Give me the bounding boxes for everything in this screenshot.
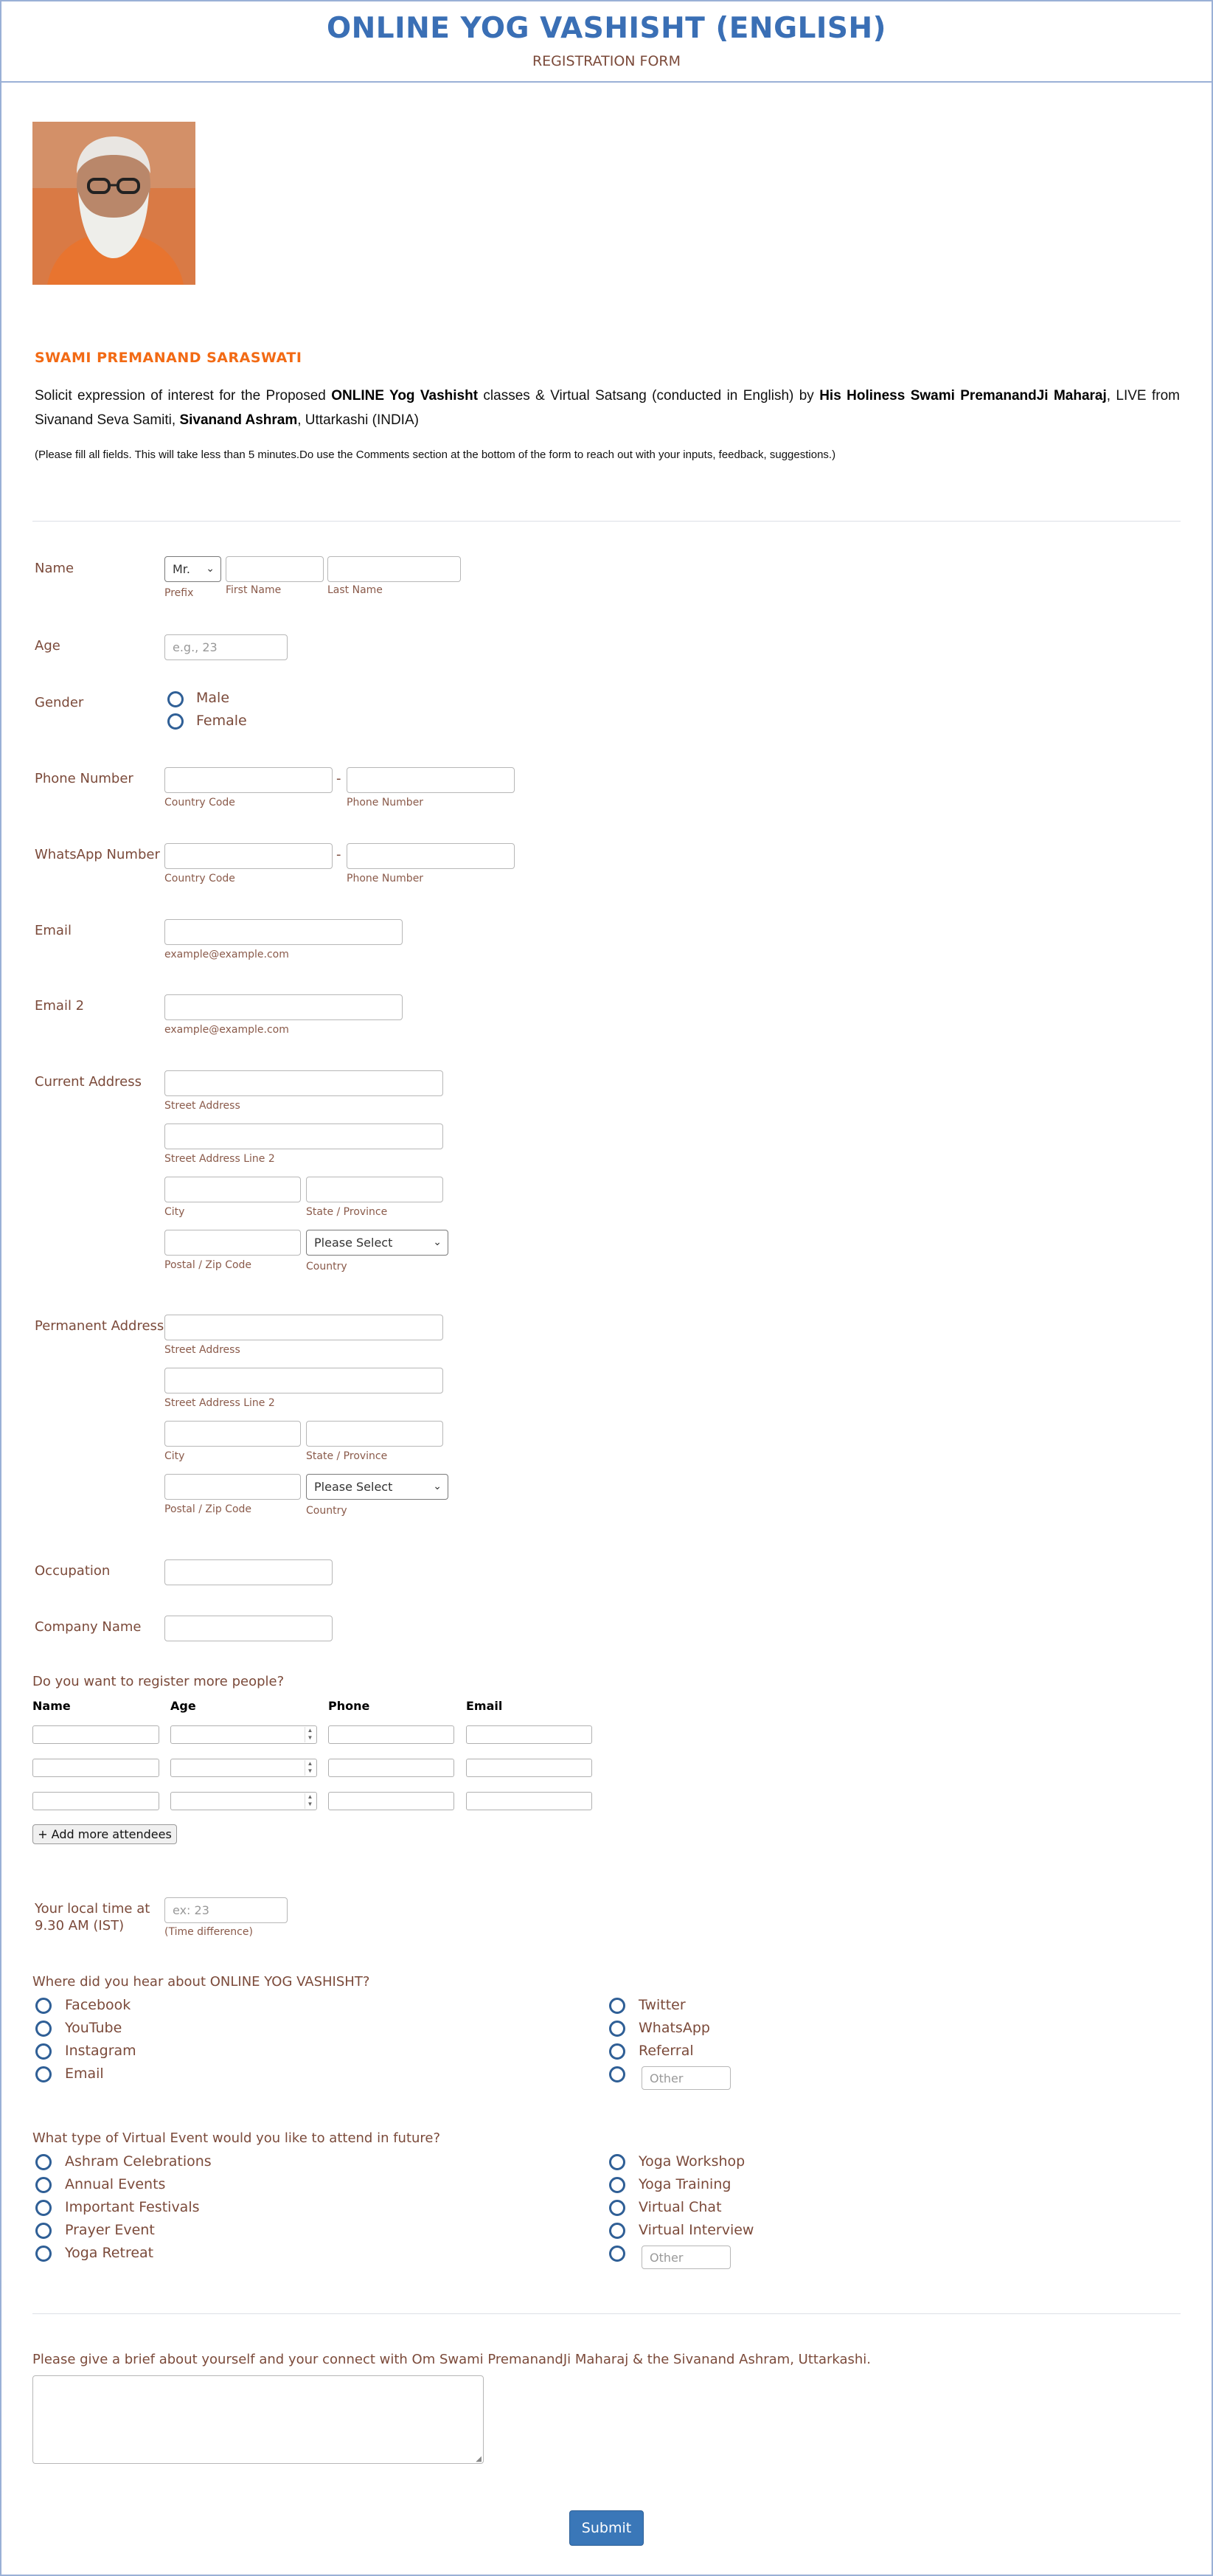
last-name-input[interactable] [327,556,461,582]
phone-country-code-input[interactable] [164,767,333,793]
prefix-select[interactable] [164,556,221,582]
hear-other-input[interactable]: Other [642,2066,731,2090]
phone-number-sublabel: Phone Number [347,797,424,809]
hear-referral-label: Referral [639,2043,694,2059]
prefix-sublabel: Prefix [164,587,194,599]
email-hint: example@example.com [164,949,289,960]
event-annual-events-radio[interactable] [35,2177,52,2193]
email2-input[interactable] [164,994,403,1020]
local-time-label-line1: Your local time at [35,1901,150,1917]
current-street2-sublabel: Street Address Line 2 [164,1153,275,1165]
phone-country-sublabel: Country Code [164,797,235,809]
intro-text-2: classes & Virtual Satsang (conducted in English) by [478,388,820,404]
event-important-festivals-label: Important Festivals [65,2199,200,2215]
event-yoga-retreat-label: Yoga Retreat [65,2245,154,2261]
age-input[interactable]: e.g., 23 [164,634,288,660]
email2-hint: example@example.com [164,1024,289,1036]
whatsapp-country-code-input[interactable] [164,843,333,869]
phone-label: Phone Number [35,771,133,786]
event-virtual-interview-radio[interactable] [609,2223,625,2239]
current-city-input[interactable] [164,1177,301,1202]
attendee-1-phone-input[interactable] [328,1725,454,1744]
hear-instagram-label: Instagram [65,2043,136,2059]
intro-bold-3: Sivanand Ashram [179,412,298,428]
hear-other-radio[interactable] [609,2066,625,2082]
event-yoga-training-label: Yoga Training [639,2176,731,2192]
prefix-value: Mr. [173,562,190,576]
attendee-1-name-input[interactable] [32,1725,159,1744]
current-state-sublabel: State / Province [306,1206,388,1218]
email-label: Email [35,923,72,938]
last-name-sublabel: Last Name [327,584,383,596]
email2-label: Email 2 [35,998,85,1014]
event-prayer-event-radio[interactable] [35,2223,52,2239]
hear-facebook-label: Facebook [65,1997,131,2013]
attendee-3-name-input[interactable] [32,1792,159,1810]
phone-number-input[interactable] [347,767,515,793]
attendee-2-age-input[interactable] [170,1759,317,1777]
company-input[interactable] [164,1616,333,1641]
attendee-3-age-input[interactable] [170,1792,317,1810]
submit-button[interactable]: Submit [569,2510,644,2546]
event-other-radio[interactable] [609,2246,625,2262]
local-time-label-line2: 9.30 AM (IST) [35,1918,125,1933]
email-input[interactable] [164,919,403,945]
current-city-sublabel: City [164,1206,185,1218]
hear-email-radio[interactable] [35,2066,52,2082]
hear-twitter-radio[interactable] [609,1998,625,2014]
intro-text-3: , LIVE from Sivanand Seva Samiti, [35,388,1180,428]
swami-photo [32,122,195,285]
permanent-zip-input[interactable] [164,1474,301,1500]
add-attendees-button[interactable]: + Add more attendees [32,1824,177,1844]
name-label: Name [35,561,74,576]
gender-female-radio[interactable] [167,713,184,730]
stepper-icon[interactable]: ▲ ▼ [305,1727,315,1742]
permanent-zip-sublabel: Postal / Zip Code [164,1503,252,1515]
swami-name: SWAMI PREMANAND SARASWATI [35,350,302,366]
event-prayer-event-label: Prayer Event [65,2222,155,2238]
permanent-country-value: Please Select [314,1480,393,1494]
attendee-3-email-input[interactable] [466,1792,592,1810]
about-textarea[interactable] [32,2375,484,2464]
attendees-col-name: Name [32,1699,71,1713]
event-annual-events-label: Annual Events [65,2176,166,2192]
permanent-state-input[interactable] [306,1421,443,1447]
whatsapp-number-input[interactable] [347,843,515,869]
attendees-col-age: Age [170,1699,196,1713]
current-zip-sublabel: Postal / Zip Code [164,1259,252,1271]
occupation-input[interactable] [164,1559,333,1585]
permanent-street2-sublabel: Street Address Line 2 [164,1397,275,1409]
hear-facebook-radio[interactable] [35,1998,52,2014]
intro-text-4: , Uttarkashi (INDIA) [297,412,419,428]
current-street-sublabel: Street Address [164,1100,240,1112]
permanent-street-sublabel: Street Address [164,1344,240,1356]
event-other-input[interactable]: Other [642,2246,731,2269]
section-divider [32,2313,1181,2314]
hear-whatsapp-radio[interactable] [609,2021,625,2037]
local-time-label [35,1900,150,1934]
intro-bold-2: His Holiness Swami PremanandJi Maharaj [819,388,1107,404]
event-type-question: What type of Virtual Event would you like to attend in future? [32,2130,441,2146]
event-virtual-chat-radio[interactable] [609,2200,625,2216]
attendee-1-age-input[interactable] [170,1725,317,1744]
about-question: Please give a brief about yourself and your connect with Om Swami PremanandJi Maharaj & the Sivanand Ashram, Uttarkashi. [32,2352,872,2367]
permanent-city-input[interactable] [164,1421,301,1447]
gender-male-radio[interactable] [167,691,184,707]
attendees-col-phone: Phone [328,1699,370,1713]
intro-note: (Please fill all fields. This will take less than 5 minutes.Do use the Comments section at the bottom of the form to reach out with your inputs, feedback, suggestions.) [35,449,836,461]
hear-about-question: Where did you hear about ONLINE YOG VASHISHT? [32,1974,370,1990]
event-ashram-celebrations-radio[interactable] [35,2154,52,2170]
current-country-select[interactable] [306,1230,448,1256]
event-yoga-workshop-label: Yoga Workshop [639,2153,745,2170]
stepper-icon[interactable]: ▲ ▼ [305,1760,315,1776]
intro-paragraph [35,384,1180,432]
gender-label: Gender [35,695,84,710]
chevron-down-icon: ⌄ [433,1481,442,1492]
permanent-city-sublabel: City [164,1450,185,1462]
form-header [0,0,1213,83]
form-subtitle: REGISTRATION FORM [532,53,681,69]
attendees-col-email: Email [466,1699,503,1713]
event-virtual-interview-label: Virtual Interview [639,2222,754,2238]
company-label: Company Name [35,1619,142,1635]
first-name-input[interactable] [226,556,324,582]
chevron-down-icon: ⌄ [206,563,215,575]
current-zip-input[interactable] [164,1230,301,1256]
current-street2-input[interactable] [164,1123,443,1149]
attendees-question: Do you want to register more people? [32,1674,285,1689]
intro-text-1: Solicit expression of interest for the Proposed [35,388,332,404]
chevron-down-icon: ⌄ [433,1236,442,1248]
event-yoga-workshop-radio[interactable] [609,2154,625,2170]
hear-twitter-label: Twitter [639,1997,686,2013]
event-ashram-celebrations-label: Ashram Celebrations [65,2153,212,2170]
attendee-2-phone-input[interactable] [328,1759,454,1777]
whatsapp-number-sublabel: Phone Number [347,873,424,884]
attendee-1-email-input[interactable] [466,1725,592,1744]
current-country-sublabel: Country [306,1261,347,1273]
age-label: Age [35,638,60,654]
hear-email-label: Email [65,2066,104,2082]
permanent-country-select[interactable] [306,1474,448,1500]
permanent-state-sublabel: State / Province [306,1450,388,1462]
resize-handle-icon[interactable]: ◢ [476,2455,482,2463]
section-divider [32,521,1181,522]
event-virtual-chat-label: Virtual Chat [639,2199,722,2215]
current-country-value: Please Select [314,1236,393,1250]
hear-instagram-radio[interactable] [35,2043,52,2060]
permanent-street2-input[interactable] [164,1368,443,1393]
form-title: ONLINE YOG VASHISHT (ENGLISH) [326,12,886,45]
gender-female-label: Female [196,713,247,729]
event-important-festivals-radio[interactable] [35,2200,52,2216]
current-state-input[interactable] [306,1177,443,1202]
attendee-2-name-input[interactable] [32,1759,159,1777]
current-address-label: Current Address [35,1074,142,1090]
whatsapp-country-sublabel: Country Code [164,873,235,884]
hear-youtube-label: YouTube [65,2020,122,2036]
local-time-input[interactable]: ex: 23 [164,1897,288,1923]
first-name-sublabel: First Name [226,584,282,596]
permanent-country-sublabel: Country [306,1505,347,1517]
intro-bold-1: ONLINE Yog Vashisht [331,388,479,404]
hear-referral-radio[interactable] [609,2043,625,2060]
attendee-3-phone-input[interactable] [328,1792,454,1810]
gender-male-label: Male [196,690,230,706]
whatsapp-separator: - [336,847,341,862]
attendee-2-email-input[interactable] [466,1759,592,1777]
local-time-hint: (Time difference) [164,1926,253,1938]
phone-separator: - [336,771,341,786]
hear-youtube-radio[interactable] [35,2021,52,2037]
permanent-address-label: Permanent Address [35,1318,164,1334]
event-yoga-retreat-radio[interactable] [35,2246,52,2262]
occupation-label: Occupation [35,1563,111,1579]
whatsapp-label: WhatsApp Number [35,847,160,862]
current-street-input[interactable] [164,1070,443,1096]
event-yoga-training-radio[interactable] [609,2177,625,2193]
stepper-icon[interactable]: ▲ ▼ [305,1793,315,1809]
hear-whatsapp-label: WhatsApp [639,2020,710,2036]
permanent-street-input[interactable] [164,1315,443,1340]
